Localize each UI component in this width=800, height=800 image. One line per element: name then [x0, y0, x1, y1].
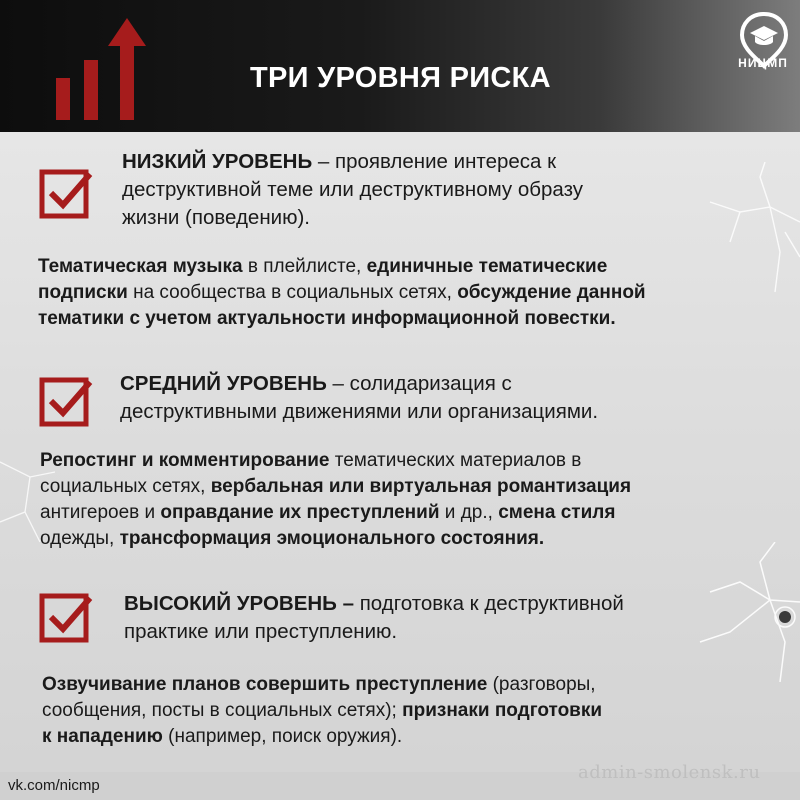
- desc-bold: Озвучивание планов совершить преступление: [42, 674, 488, 695]
- logo-text: НИЦМП: [738, 56, 788, 70]
- desc-text: и др.,: [439, 502, 499, 523]
- desc-bold: вербальная или виртуальная романтизация: [210, 476, 632, 497]
- level-summary: деструктивной теме или деструктивному образу: [122, 178, 584, 201]
- desc-bold: подписки: [38, 282, 128, 303]
- glass-crack-decoration: [700, 162, 800, 302]
- level-summary: жизни (поведению).: [122, 206, 311, 229]
- level-title: ВЫСОКИЙ УРОВЕНЬ –: [124, 592, 355, 615]
- header-banner: [0, 0, 800, 132]
- desc-text: сообщения, посты в социальных сетях);: [42, 700, 403, 721]
- checked-box-icon: [38, 166, 94, 222]
- level-summary: практике или преступлению.: [124, 620, 398, 643]
- desc-bold: Репостинг и комментирование: [40, 450, 330, 471]
- desc-text: тематических материалов в: [329, 450, 582, 471]
- level-title: СРЕДНИЙ УРОВЕНЬ: [120, 372, 327, 395]
- watermark: admin-smolensk.ru: [578, 762, 761, 783]
- level-medium-description: [40, 448, 631, 552]
- desc-bold: Тематическая музыка: [38, 256, 243, 277]
- desc-text: в плейлисте,: [242, 256, 367, 277]
- level-high-description: [42, 672, 602, 750]
- level-summary: деструктивными движениями или организациями.: [120, 400, 599, 423]
- level-summary: подготовка к деструктивной: [354, 592, 624, 615]
- desc-text: на сообщества в социальных сетях,: [127, 282, 458, 303]
- level-summary: – проявление интереса к: [312, 150, 557, 173]
- vk-link[interactable]: vk.com/nicmp: [8, 777, 100, 794]
- level-medium-heading: [120, 370, 598, 426]
- desc-bold: признаки подготовки: [402, 700, 603, 721]
- desc-bold: трансформация эмоционального состояния.: [119, 528, 545, 549]
- level-summary: – солидаризация с: [326, 372, 512, 395]
- content-area: [0, 132, 800, 772]
- glass-crack-decoration: [690, 542, 800, 682]
- level-high-heading: [124, 590, 624, 646]
- page-title: ТРИ УРОВНЯ РИСКА: [250, 62, 551, 94]
- desc-bold: обсуждение данной: [457, 282, 646, 303]
- desc-text: одежды,: [40, 528, 120, 549]
- desc-text: (например, поиск оружия).: [162, 726, 403, 747]
- level-low-description: [38, 254, 646, 332]
- desc-bold: единичные тематические: [366, 256, 608, 277]
- desc-bold: смена стиля: [498, 502, 616, 523]
- desc-bold: к нападению: [42, 726, 163, 747]
- desc-text: антигероев и: [40, 502, 161, 523]
- desc-text: (разговоры,: [487, 674, 596, 695]
- desc-bold: тематики с учетом актуальности информационной повестки.: [38, 308, 616, 329]
- checked-box-icon: [38, 374, 94, 430]
- bar-chart-arrow-up-icon: [50, 14, 160, 124]
- level-title: НИЗКИЙ УРОВЕНЬ: [122, 150, 313, 173]
- desc-text: социальных сетях,: [40, 476, 211, 497]
- checked-box-icon: [38, 590, 94, 646]
- desc-bold: оправдание их преступлений: [160, 502, 440, 523]
- level-low-heading: [122, 148, 583, 232]
